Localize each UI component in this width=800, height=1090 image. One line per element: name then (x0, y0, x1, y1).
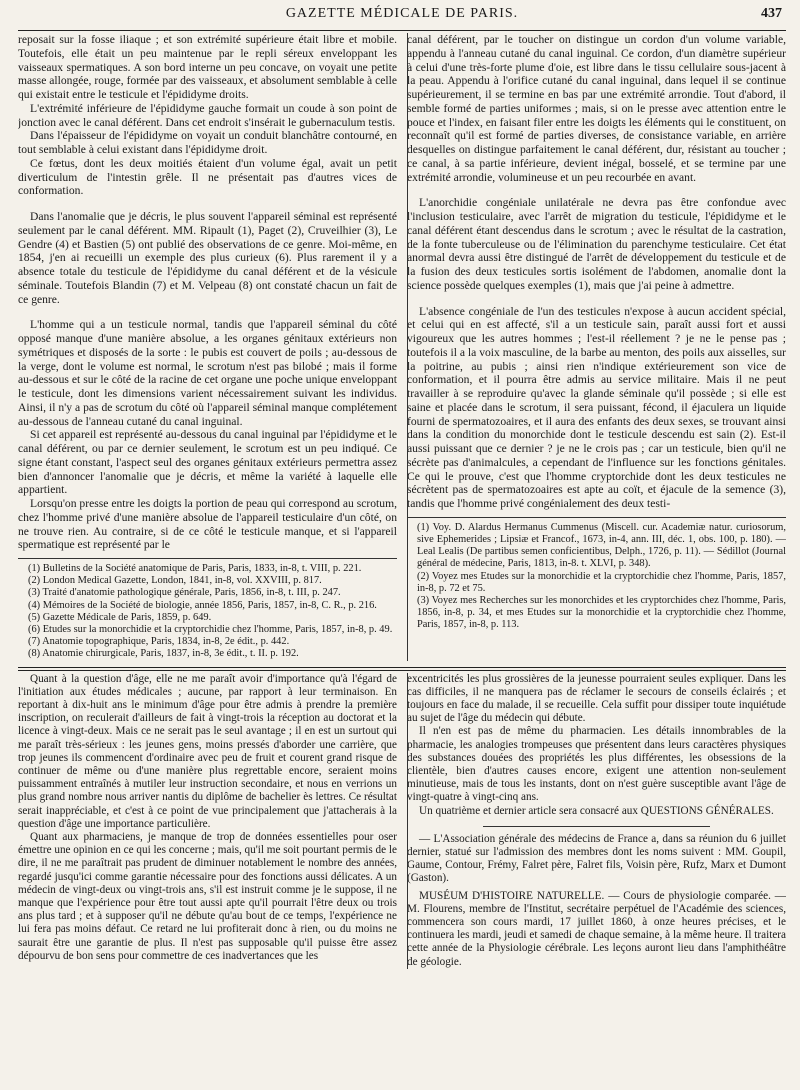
footnote: (6) Etudes sur la monorchidie et la cryptorchidie chez l'homme, Paris, 1857, in-8, p. 49. (28, 624, 393, 636)
paragraph: L'absence congéniale de l'un des testicules n'expose à aucun accident spécial, et celui qui en est affecté, s'il a un testicule sain, paraît aussi fort et aussi vigoureux que les autres hommes ; l'est-il réellement ? je ne le pense pas ; toutefois il a la voix masculine, de la barbe au menton, des poils aux aisselles, sur la poitrine, au pubis ; ainsi rien n'indique extérieurement son vice de conformation, et il pourra être admis au service militaire. Mais il ne peut travailler à se reproduire qu'avec la glande séminale qu'il possède ; si elle est saine et placée dans le scrotum, il sera puissant, fécond, il éjaculera un liquide fourni de spermatozoaires, et il aura des enfants des deux sexes, se trouvant ainsi dans la condition du monorchide dont le testicule descendu est sain (2). Est-il aussi puissant que ce dernier ? je ne le crois pas ; car un testicule, bien qu'il ne sécrète pas d'animalcules, a cependant de l'influence sur les fonctions génitales. Ce qui le prouve, c'est que l'homme cryptorchide dont les deux testicules ne sécrètent pas de spermatozoaires est apte au coït, et éjacule de la semence (3), tandis que l'homme privé congénialement des deux testi- (407, 304, 786, 510)
column-divider (407, 33, 408, 661)
paragraph: Lorsqu'on presse entre les doigts la portion de peau qui correspond au scrotum, chez l'homme privé d'une manière absolue de l'appareil testiculaire d'un côté, on ne trouve rien. Au contraire, si de ce côté le testicule manque, et si l'appareil spermatique est représenté par le (18, 497, 397, 552)
footnotes-right (407, 517, 786, 632)
lower-left-column (18, 673, 397, 969)
upper-right-column (407, 33, 786, 661)
section-divider (18, 667, 786, 671)
footnote: (2) London Medical Gazette, London, 1841, in-8, vol. XXVIII, p. 817. (28, 575, 322, 587)
column-divider (407, 673, 408, 969)
lower-right-column (407, 673, 786, 969)
lower-columns (18, 673, 786, 969)
news-item: — L'Association générale des médecins de France a, dans sa réunion du 6 juillet dernier, statué sur l'admission des membres dont les noms suivent : MM. Goupil, Gaume, Contour, Frémy, Falret père, Falret fils, Voisin père, Rufz, Marx et Dumont (Gaston). (407, 832, 786, 885)
footnote: (8) Anatomie chirurgicale, Paris, 1837, in-8, 3e édit., t. II. p. 192. (28, 648, 299, 660)
paragraph: Dans l'anomalie que je décris, le plus souvent l'appareil séminal est représenté seulement par le canal déférent. MM. Ripault (1), Paget (2), Cruveilhier (3), Le Gendre (4) et Bastien (5) ont publié des observations de ce genre. Moi-même, en 1854, j'en ai recueilli un exemple des plus curieux (6). Plus rarement il y a absence totale du testicule de l'épididyme du canal déférent et de la vésicule séminale. Toutefois Blandin (7) et M. Velpeau (8) ont constaté chacun un fait de ce genre. (18, 210, 397, 306)
upper-columns (18, 33, 786, 661)
paragraph: Quant à la question d'âge, elle ne me paraît avoir d'importance qu'à l'égard de l'initiation aux études médicales ; aucune, par rapport à leur terminaison. En reportant à dix-huit ans le minimum d'âge pour être admis à prendre la première inscription, on reculerait d'ailleurs de fait à vingt-trois la réception au doctorat et la licence à vingt-deux. Mais ce ne serait pas le seul avantage ; il en est un surtout qui me paraît très-sérieux : les jeunes gens, moins pressés d'aborder une carrière, que trop jeunes ils commencent d'ordinaire avec peu de fruit et courent grand risque de continuer de même ou d'une manière plus regrettable encore, seraient moins puissamment entraînés à mutiler leur instruction secondaire, et nous en verrions un plus grand nombre nous arriver nantis du diplôme de bachelier ès lettres. Ce résultat serait inappréciable, et c'est à ce point de vue principalement que j'attacherais à la question d'âge une importance particulière. (18, 672, 397, 830)
upper-left-column (18, 33, 397, 661)
footnotes-left (18, 558, 397, 661)
journal-title: GAZETTE MÉDICALE DE PARIS. (285, 6, 519, 21)
paragraph: Dans l'épaisseur de l'épididyme on voyait un conduit blanchâtre contourné, en tout semblable à celui existant dans l'épididyme droit. (18, 129, 397, 156)
footnote: (1) Bulletins de la Société anatomique de Paris, Paris, 1833, in-8, t. VIII, p. 221. (28, 563, 362, 574)
paragraph: L'anorchidie congéniale unilatérale ne devra pas être confondue avec l'inclusion testiculaire, avec l'arrêt de migration du testicule, l'épididyme et le canal déférent étant descendus dans le scrotum ; avec le résultat de la castration, de la fonte tuberculeuse ou de l'élimination du parenchyme testiculaire. Cet état anormal devra aussi être distingué de l'arrêt de développement du testicule et de la fusion des deux testicules sortis isolément de l'abdomen, anomalie dont la science possède quelques exemples (1), mais que j'ai peine à admettre. (407, 196, 786, 292)
footnote: (1) Voy. D. Alardus Hermanus Cummenus (Miscell. cur. Academiæ natur. curiosorum, sive Ephemerides ; Lipsiæ et Francof., 1673, in-4, ann. III, déc. 1, obs. 100, p. 180). — Leal Lealis (De partibus semen conficientibus, Delph., 1726, p. 11). — Sédillot (Journal général de médecine, Paris, 1813, in-8. t. XLVI, p. 348). (417, 521, 786, 570)
footnote: (3) Voyez mes Recherches sur les monorchides et les cryptorchides chez l'homme, Paris, 1856, in-8, p. 34, et mes Etudes sur la monorchidie et la cryptorchidie chez l'homme, Paris, 1857, in-8, p. 113. (417, 594, 786, 631)
page-header (18, 0, 786, 31)
footnote: (4) Mémoires de la Société de biologie, année 1856, Paris, 1857, in-8, C. R., p. 216. (28, 599, 377, 611)
paragraph: Il n'en est pas de même du pharmacien. Les détails innombrables de la pharmacie, les analogies trompeuses que présentent dans leurs caractères physiques des substances douées des propriétés les plus différentes, les obsessions de la clientèle, bien d'autres causes encore, exigent une attention non-seulement minutieuse, mais de tous les instants, dont on n'est guère susceptible avant l'âge de vingt-quatre à vingt-cinq ans. (407, 725, 786, 804)
footnote: (5) Gazette Médicale de Paris, 1859, p. 649. (28, 611, 212, 623)
paragraph: reposait sur la fosse iliaque ; et son extrémité supérieure était libre et mobile. Toutefois, elle était un peu maintenue par le repli séreux enveloppant les vaisseaux spermatiques. A son bord interne un peu concave, on voyait une petite masse allongée, rouge, formée par des vaisseaux, et absolument semblable à celle qui existait entre le testicule et l'épididyme droits. (18, 33, 397, 101)
paragraph: excentricités les plus grossières de la jeunesse pourraient seules expliquer. Dans les cas difficiles, il ne manquera pas de réclamer le secours de conseils éclairés ; et toujours en face du malade, il se recueille. Cela suffit pour dissiper toute inquiétude au sujet de l'âge du médecin qui débute. (407, 672, 786, 725)
page-number: 437 (761, 6, 782, 21)
news-item: MUSÉUM D'HISTOIRE NATURELLE. — Cours de physiologie comparée. — M. Flourens, membre de l'Institut, secrétaire perpétuel de l'Académie des sciences, commencera son cours mardi, 17 juillet 1860, à onze heures précises, et le continuera les mardi, jeudi et samedi de chaque semaine, à la même heure. Il traitera cette année de la Physiologie cérébrale. Les leçons auront lieu dans l'amphithéâtre de géologie. (407, 889, 786, 968)
footnote: (3) Traité d'anatomie pathologique générale, Paris, 1856, in-8, t. III, p. 247. (28, 587, 341, 599)
paragraph: canal déférent, par le toucher on distingue un cordon d'un volume variable, appendu à l'anneau cutané du canal inguinal. Ce cordon, d'un diamètre supérieur à celui d'une très-forte plume d'oie, est libre dans le tissu cellulaire sous-jacent à la peau. Appendu à l'orifice cutané du canal inguinal, dans lequel il se continue supérieurement, il se termine en bas par une extrémité arrondie. Tout d'abord, il semble formé de parties uniformes ; mais, si on le presse avec attention entre le pouce et l'index, en faisant filer entre les doigts les éléments qui le constituent, on reconnaît qu'il est formé de parties diverses, de consistance variable, en arrière desquelles on distingue parfaitement le canal déférent, dur, résistant au toucher ; ce canal, à sa partie inférieure, devient inégal, bosselé, et se termine par une extrémité arrondie, volumineuse et un peu recourbée en avant. (407, 33, 786, 184)
paragraph: Si cet appareil est représenté au-dessous du canal inguinal par l'épididyme et le canal déférent, ou par ce dernier seulement, le scrotum est un peu indiqué. Ce signe étant constant, l'aspect seul des organes génitaux extérieurs permettra assez bien d'annoncer l'anomalie que je décris, et même la variété à laquelle elle appartient. (18, 428, 397, 497)
footnote: (2) Voyez mes Etudes sur la monorchidie et la cryptorchidie chez l'homme, Paris, 1857, in-8, p. 72 et 75. (417, 570, 786, 594)
paragraph: L'homme qui a un testicule normal, tandis que l'appareil séminal du côté opposé manque d'une manière absolue, a les organes génitaux extérieurs non symétriques et disposés de la sorte : le pubis est couvert de poils ; au-dessous de la verge, dont le volume est normal, le scrotum n'est pas bilobé ; mais il forme au-dessous et sur le côté de la racine de cet organe une poche unique enveloppant le testicule, dont les dimensions varient nécessairement suivant les individus. Ainsi, il n'y a pas de scrotum du côté où l'appareil séminal manque complétement au-dessous de l'anneau cutané du canal inguinal. (18, 318, 397, 428)
paragraph: Ce fœtus, dont les deux moitiés étaient d'un volume égal, avait un petit diverticulum de l'intestin grêle. Il ne présentait pas d'autres vices de conformation. (18, 156, 397, 198)
footnote: (7) Anatomie topographique, Paris, 1834, in-8, 2e édit., p. 442. (28, 636, 290, 648)
paragraph: Un quatrième et dernier article sera consacré aux QUESTIONS GÉNÉRALES. (419, 804, 774, 817)
paragraph: L'extrémité inférieure de l'épididyme gauche formait un coude à son point de jonction avec le canal déférent. Dans cet endroit s'insérait le gubernaculum testis. (18, 101, 397, 129)
paragraph: Quant aux pharmaciens, je manque de trop de données essentielles pour oser émettre une opinion en ce qui les concerne ; mais, qu'il me soit pourtant permis de le dire, il ne me paraîtrait pas prudent de diminuer notablement le nombre des années, regardé jusqu'ici comme garantie nécessaire pour des fonctions aussi délicates. A un médecin de vingt-deux ou vingt-trois ans, s'il est instruit comme je le suppose, il ne manque que l'expérience pour être tout aussi apte qu'il pourrait l'être deux ou trois ans plus tard ; et à supposer qu'il ne débute qu'au bout de ce temps, l'expérience ne lui fera pas moins défaut. Ce retard ne lui profiterait donc à rien, ou du moins ne saurait être une garantie de plus. Il n'est pas supposable qu'il puisse être assez dépourvu de bon sens pour commettre de ces inadvertances que les (18, 831, 397, 962)
news-separator (483, 826, 710, 827)
